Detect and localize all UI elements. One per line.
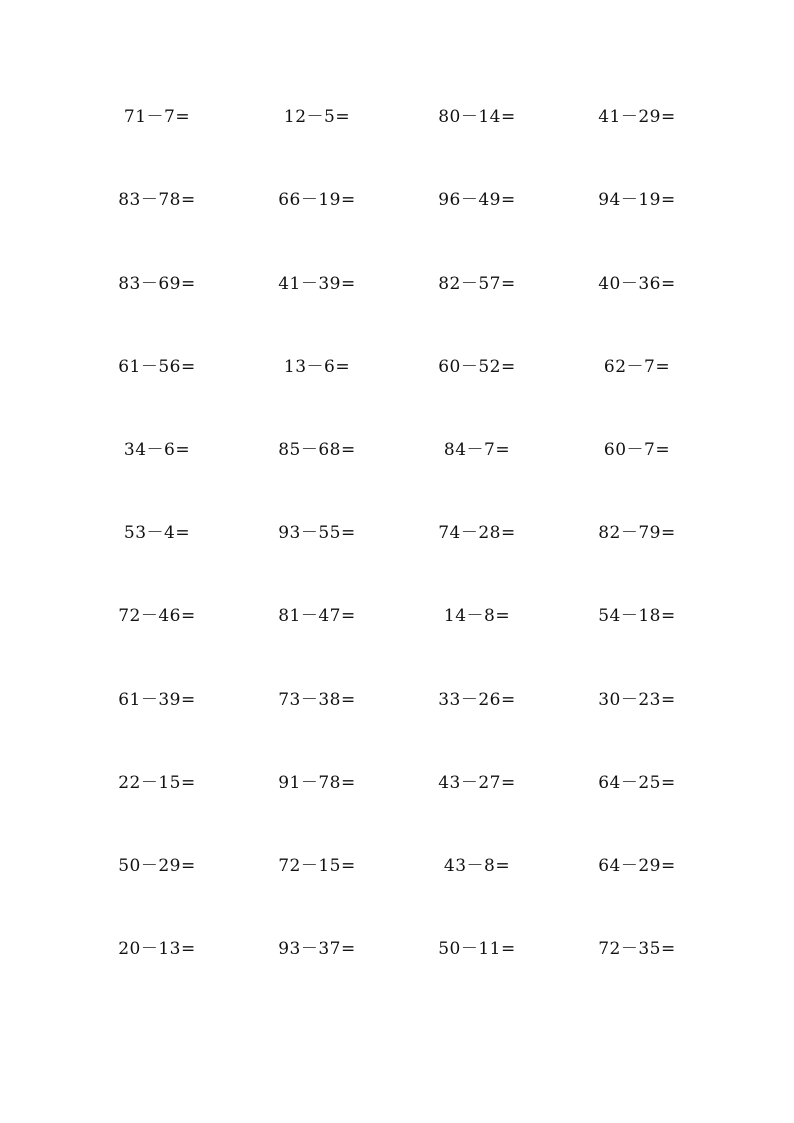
- subtraction-problem: 54－18=: [598, 606, 676, 626]
- problem-row: [0, 513, 794, 553]
- subtraction-problem: 34－6=: [123, 440, 191, 460]
- subtraction-problem: 60－52=: [438, 357, 516, 377]
- subtraction-problem: 40－36=: [598, 274, 676, 294]
- problem-row: [0, 430, 794, 470]
- subtraction-problem: 53－4=: [123, 523, 191, 543]
- subtraction-problem: 30－23=: [598, 690, 676, 710]
- subtraction-problem: 91－78=: [278, 773, 356, 793]
- subtraction-problem: 96－49=: [438, 190, 516, 210]
- subtraction-problem: 74－28=: [438, 523, 516, 543]
- subtraction-problem: 93－55=: [278, 523, 356, 543]
- subtraction-problem: 84－7=: [443, 440, 511, 460]
- subtraction-problem: 22－15=: [118, 773, 196, 793]
- subtraction-problem: 72－35=: [598, 939, 676, 959]
- problem-row: [0, 596, 794, 636]
- problem-row: [0, 929, 794, 969]
- subtraction-problem: 82－79=: [598, 523, 676, 543]
- problem-row: [0, 763, 794, 803]
- subtraction-problem: 12－5=: [283, 107, 351, 127]
- subtraction-problem: 61－39=: [118, 690, 196, 710]
- problem-row: [0, 347, 794, 387]
- subtraction-problem: 72－15=: [278, 856, 356, 876]
- subtraction-problem: 50－11=: [438, 939, 516, 959]
- problem-row: [0, 180, 794, 220]
- problem-row: [0, 846, 794, 886]
- subtraction-problem: 43－8=: [443, 856, 511, 876]
- subtraction-problem: 81－47=: [278, 606, 356, 626]
- subtraction-problem: 14－8=: [443, 606, 511, 626]
- subtraction-problem: 73－38=: [278, 690, 356, 710]
- subtraction-problem: 20－13=: [118, 939, 196, 959]
- problem-row: [0, 680, 794, 720]
- subtraction-problem: 64－29=: [598, 856, 676, 876]
- subtraction-problem: 41－29=: [598, 107, 676, 127]
- subtraction-problem: 72－46=: [118, 606, 196, 626]
- subtraction-problem: 41－39=: [278, 274, 356, 294]
- subtraction-problem: 71－7=: [123, 107, 191, 127]
- subtraction-problem: 80－14=: [438, 107, 516, 127]
- subtraction-problem: 60－7=: [603, 440, 671, 460]
- subtraction-problem: 83－78=: [118, 190, 196, 210]
- subtraction-problem: 82－57=: [438, 274, 516, 294]
- subtraction-problem: 13－6=: [283, 357, 351, 377]
- subtraction-problem: 50－29=: [118, 856, 196, 876]
- subtraction-problem: 94－19=: [598, 190, 676, 210]
- problem-row: [0, 97, 794, 137]
- subtraction-problem: 62－7=: [603, 357, 671, 377]
- subtraction-problem: 66－19=: [278, 190, 356, 210]
- subtraction-problem: 93－37=: [278, 939, 356, 959]
- subtraction-problem: 85－68=: [278, 440, 356, 460]
- subtraction-problem: 83－69=: [118, 274, 196, 294]
- subtraction-problem: 64－25=: [598, 773, 676, 793]
- subtraction-problem: 61－56=: [118, 357, 196, 377]
- subtraction-problem: 33－26=: [438, 690, 516, 710]
- subtraction-problem: 43－27=: [438, 773, 516, 793]
- problem-row: [0, 264, 794, 304]
